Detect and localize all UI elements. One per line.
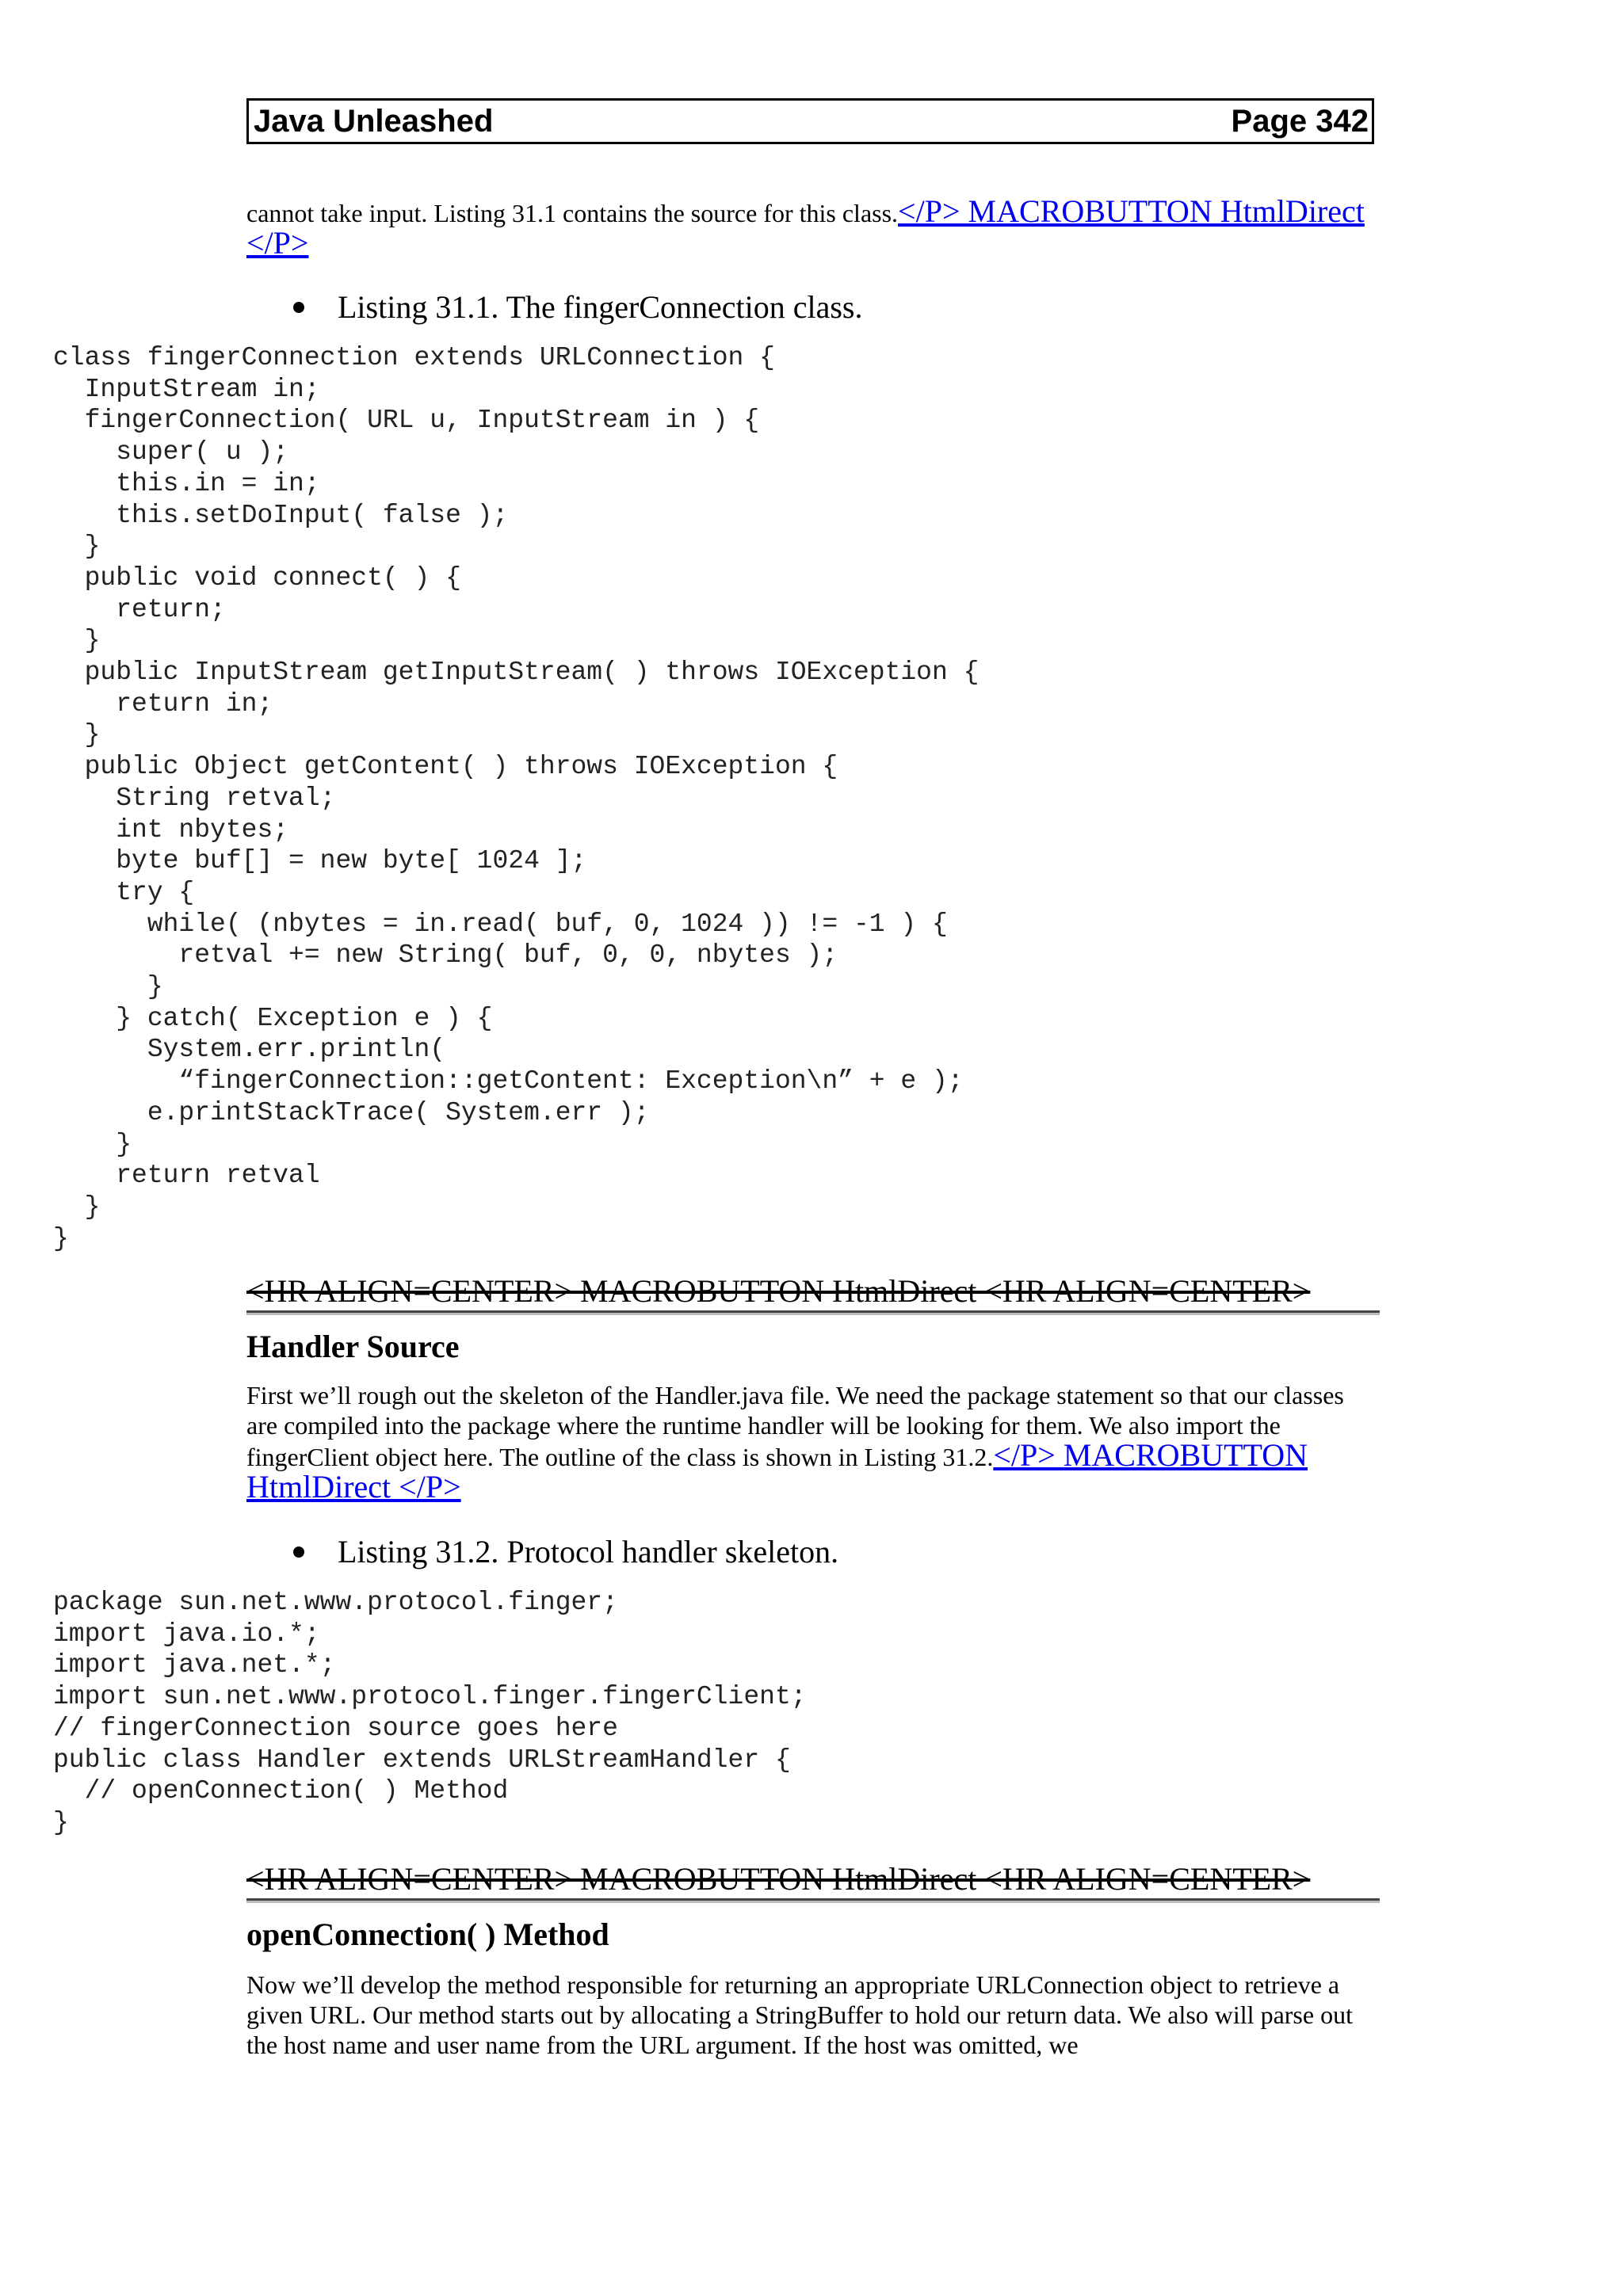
page-header	[246, 98, 1374, 144]
bullet-icon	[293, 302, 304, 313]
listing-caption-2-text: Listing 31.2. Protocol handler skeleton.	[338, 1534, 839, 1569]
bullet-icon	[293, 1547, 304, 1558]
book-title: Java Unleashed	[254, 103, 494, 139]
listing-caption-1-text: Listing 31.1. The fingerConnection class.	[338, 289, 863, 325]
page-number: Page 342	[1231, 103, 1369, 139]
section-heading-handler-source: Handler Source	[246, 1329, 460, 1364]
open-connection-paragraph	[246, 1970, 1376, 2060]
code-listing-1: class fingerConnection extends URLConnection { InputStream in; fingerConnection( URL u, InputStream in ) { super( u ); this.in = in; this.setDoInput( false ); } public void connect( ) { return; } public InputStream getInputStream( ) throws IOException { return in; } public Object getContent( ) throws IOException { String retval; int nbytes; byte buf[] = new byte[ 1024 ]; try { while( (nbytes = in.read( buf, 0, 1024 )) != -1 ) { retval += new String( buf, 0, 0, nbytes ); } } catch( Exception e ) { System.err.println( “fingerConnection::getContent: Exception\n” + e ); e.printStackTrace( System.err ); } return retval } }	[53, 343, 980, 1253]
handler-source-macrobutton-link[interactable]: </P> MACROBUTTON HtmlDirect </P>	[246, 1437, 1308, 1505]
listing-caption-2	[293, 1533, 838, 1571]
code-listing-2: package sun.net.www.protocol.finger; import java.io.*; import java.net.*; import sun.net.www.protocol.finger.fingerClient; // fingerConnection source goes here public class Handler extends URLStreamHandler { // openConnection( ) Method }	[53, 1588, 807, 1837]
intro-macrobutton-link[interactable]: </P> MACROBUTTON HtmlDirect </P>	[246, 193, 1365, 261]
intro-text: cannot take input. Listing 31.1 contains the source for this class.	[246, 199, 899, 227]
handler-source-text: First we’ll rough out the skeleton of the Handler.java file. We need the package statement so that our classes are compiled into the package where the runtime handler will be looking for them. We also import the fingerClient object here. The outline of the class is shown in Listing 31.2.	[246, 1381, 1344, 1471]
listing-caption-1	[293, 288, 862, 326]
hr-macrobutton-1: <HR ALIGN=CENTER> MACROBUTTON HtmlDirect <HR ALIGN=CENTER>	[246, 1272, 1380, 1313]
open-connection-text: Now we’ll develop the method responsible for returning an appropriate URLConnection object to retrieve a given URL. Our method starts out by allocating a StringBuffer to hold our return data. We also will parse out the host name and user name from the URL argument. If the host was omitted, we	[246, 1970, 1353, 2059]
intro-paragraph	[246, 193, 1376, 261]
handler-source-paragraph	[246, 1380, 1376, 1504]
hr-macrobutton-2: <HR ALIGN=CENTER> MACROBUTTON HtmlDirect <HR ALIGN=CENTER>	[246, 1860, 1380, 1901]
section-heading-open-connection: openConnection( ) Method	[246, 1917, 609, 1952]
